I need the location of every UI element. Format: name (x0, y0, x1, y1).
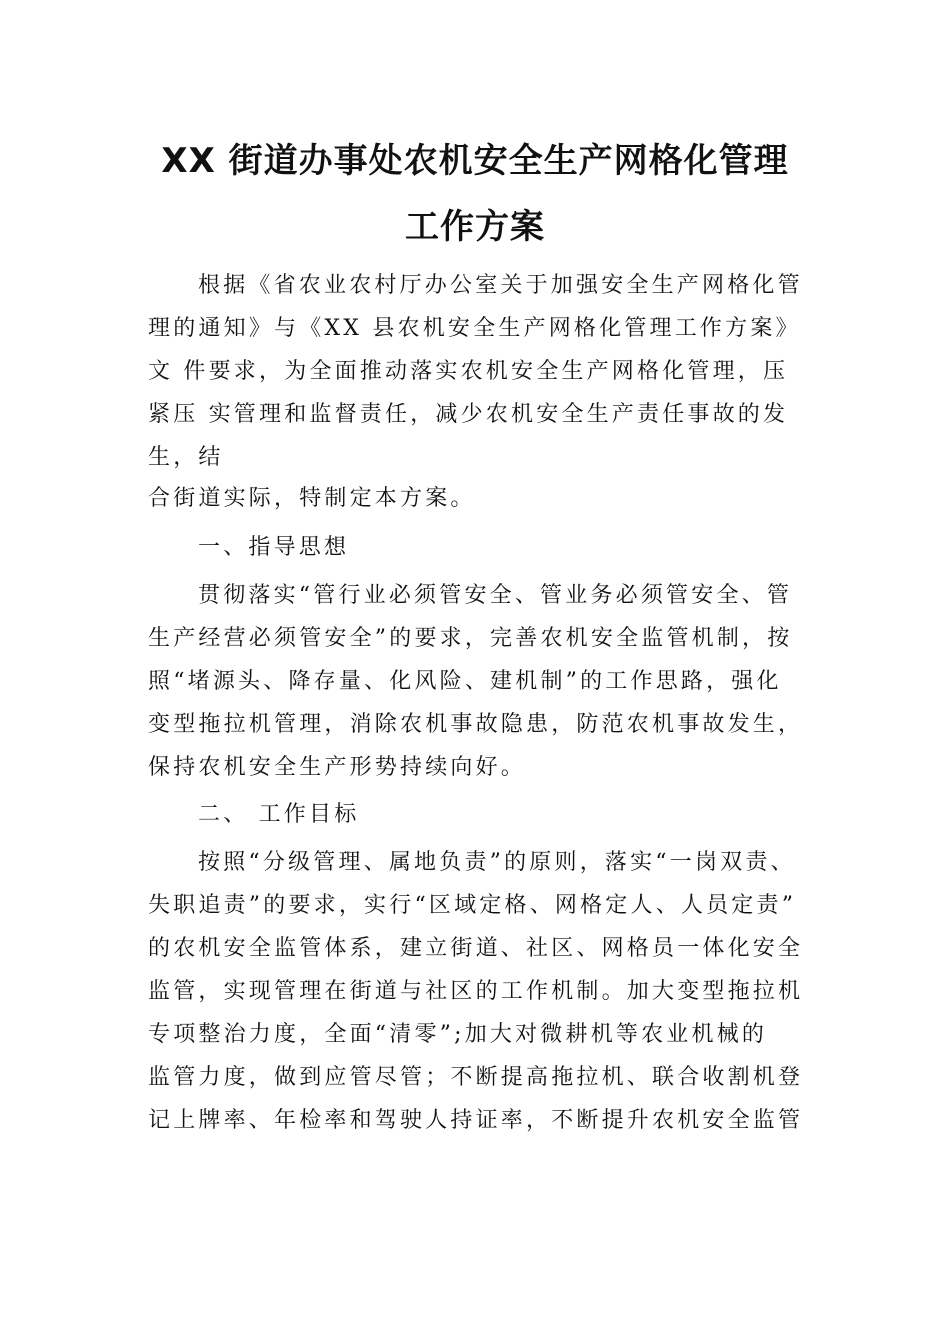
section-2-line-6: 监管力度，做到应管尽管；不断提高拖拉机、联合收割机登 (148, 1065, 804, 1090)
intro-line-6: 合街道实际，特制定本方案。 (148, 486, 476, 511)
section-1-line-4: 变型拖拉机管理，消除农机事故隐患，防范农机事故发生， (148, 712, 804, 737)
intro-line-2: 理的通知》与《XX 县农机安全生产网格化管理工作方案》 (148, 316, 801, 341)
intro-line-3: 文 件要求，为全面推动落实农机安全生产网格化管理，压 (148, 359, 789, 384)
section-2-line-3: 的农机安全监管体系，建立街道、社区、网格员一体化安全 (148, 936, 804, 961)
document-title-line-2: 工作方案 (405, 207, 545, 247)
document-title-line-1: XX 街道办事处农机安全生产网格化管理 (161, 141, 789, 181)
section-1-line-2: 生产经营必须管安全”的要求，完善农机安全监管机制，按 (148, 626, 793, 651)
section-1-line-1: 贯彻落实“管行业必须管安全、管业务必须管安全、管 (198, 583, 793, 608)
section-1-line-5: 保持农机安全生产形势持续向好。 (148, 755, 527, 780)
section-2-heading: 二、 工作目标 (198, 802, 360, 827)
section-2-line-1: 按照“分级管理、属地负责”的原则，落实“一岗双责、 (198, 850, 796, 875)
section-1-line-3: 照“堵源头、降存量、化风险、建机制”的工作思路，强化 (148, 669, 782, 694)
intro-line-5: 生，结 (148, 445, 224, 470)
section-2-line-4: 监管，实现管理在街道与社区的工作机制。加大变型拖拉机 (148, 979, 804, 1004)
section-2-line-7: 记上牌率、年检率和驾驶人持证率，不断提升农机安全监管 (148, 1108, 804, 1133)
section-2-line-5: 专项整治力度，全面“清零”;加大对微耕机等农业机械的 (148, 1022, 768, 1047)
section-1-heading: 一、指导思想 (198, 535, 350, 560)
intro-line-1: 根据《省农业农村厅办公室关于加强安全生产网格化管 (198, 273, 803, 298)
section-2-line-2: 失职追责”的要求，实行“区域定格、网格定人、人员定责” (148, 893, 797, 918)
intro-line-4: 紧压 实管理和监督责任，减少农机安全生产责任事故的发 (148, 402, 789, 427)
